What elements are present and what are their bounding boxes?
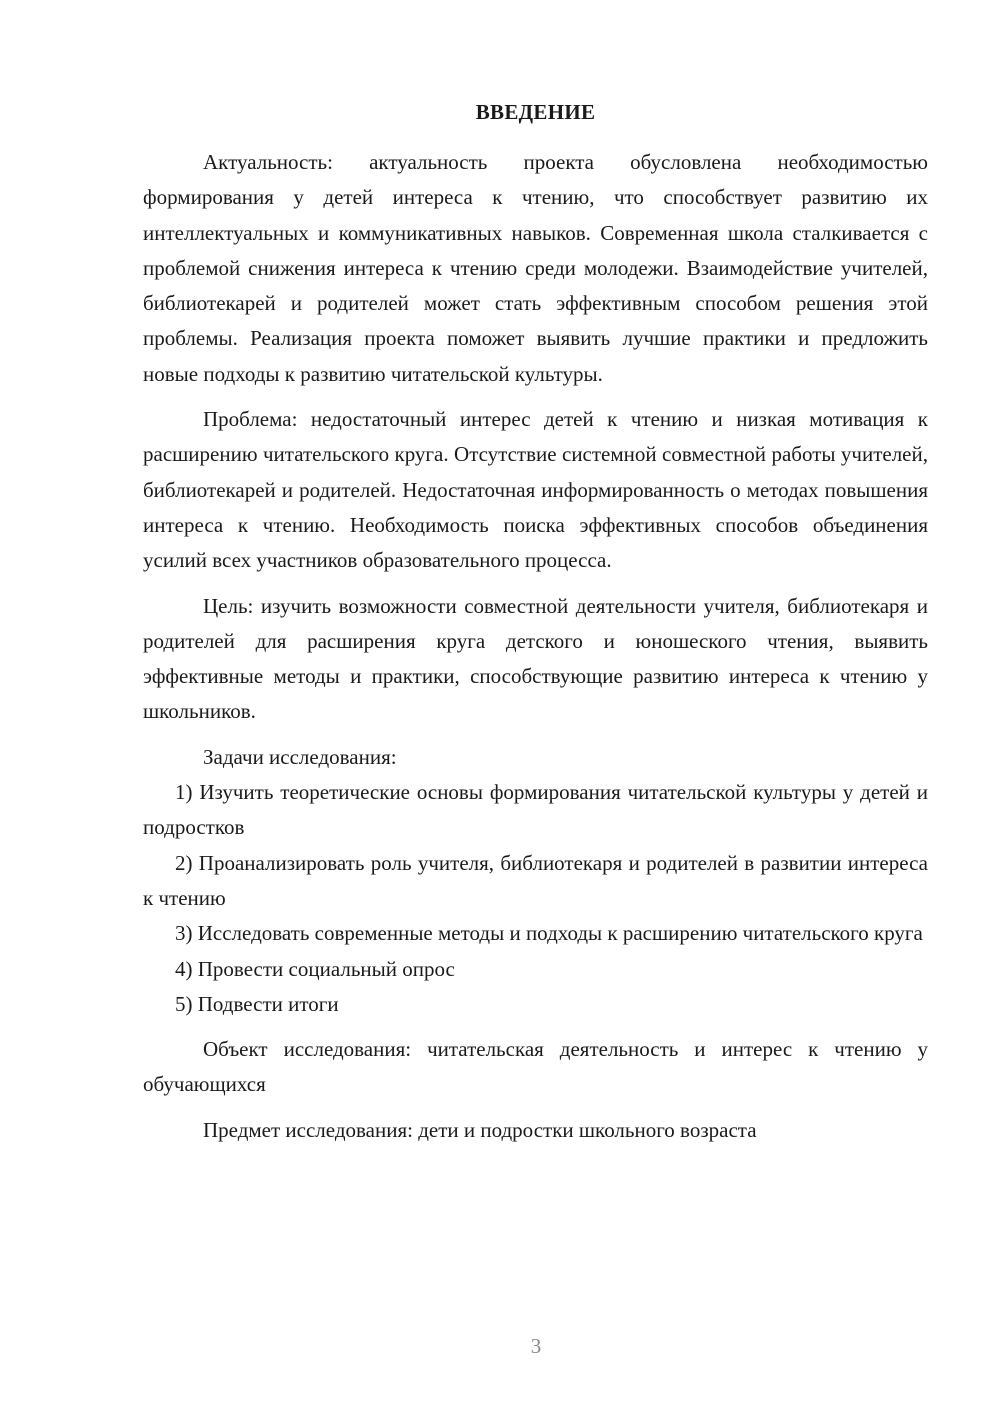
section-heading: ВВЕДЕНИЕ [475, 100, 596, 124]
task-item-1: 1) Изучить теоретические основы формирования читательской культуры у детей и подростков [143, 780, 928, 840]
object-paragraph: Объект исследования: читательская деятельность и интерес к чтению у обучающихся [143, 1037, 928, 1097]
document-page [143, 96, 928, 1148]
task-item-2: 2) Проанализировать роль учителя, библиотекаря и родителей в развитии интереса к чтению [143, 850, 928, 910]
task-item-5: 5) Подвести итоги [175, 991, 339, 1016]
problem-paragraph: Проблема: недостаточный интерес детей к чтению и низкая мотивация к расширению читательского круга. Отсутствие системной совместной работы учителей, библиотекарей и родителей. Недостаточная информированность о методах повышения интереса к чтению. Необходимость поиска эффективных способов объединения усилий всех участников образовательного процесса. [143, 407, 928, 573]
subject-paragraph: Предмет исследования: дети и подростки школьного возраста [203, 1117, 757, 1142]
goal-paragraph: Цель: изучить возможности совместной деятельности учителя, библиотекаря и родителей для расширения круга детского и юношеского чтения, выявить эффективные методы и практики, способствующие развитию интереса к чтению у школьников. [143, 593, 928, 724]
tasks-heading: Задачи исследования: [203, 744, 397, 769]
task-item-3: 3) Исследовать современные методы и подходы к расширению читательского круга [175, 921, 923, 946]
relevance-paragraph: Актуальность: актуальность проекта обусловлена необходимостью формирования у детей интереса к чтению, что способствует развитию их интеллектуальных и коммуникативных навыков. Современная школа сталкивается с проблемой снижения интереса к чтению среди молодежи. Взаимодействие учителей, библиотекарей и родителей может стать эффективным способом решения этой проблемы. Реализация проекта поможет выявить лучшие практики и предложить новые подходы к развитию читательской культуры. [143, 150, 928, 386]
task-item-4: 4) Провести социальный опрос [175, 956, 455, 981]
page-number: 3 [530, 1334, 542, 1358]
